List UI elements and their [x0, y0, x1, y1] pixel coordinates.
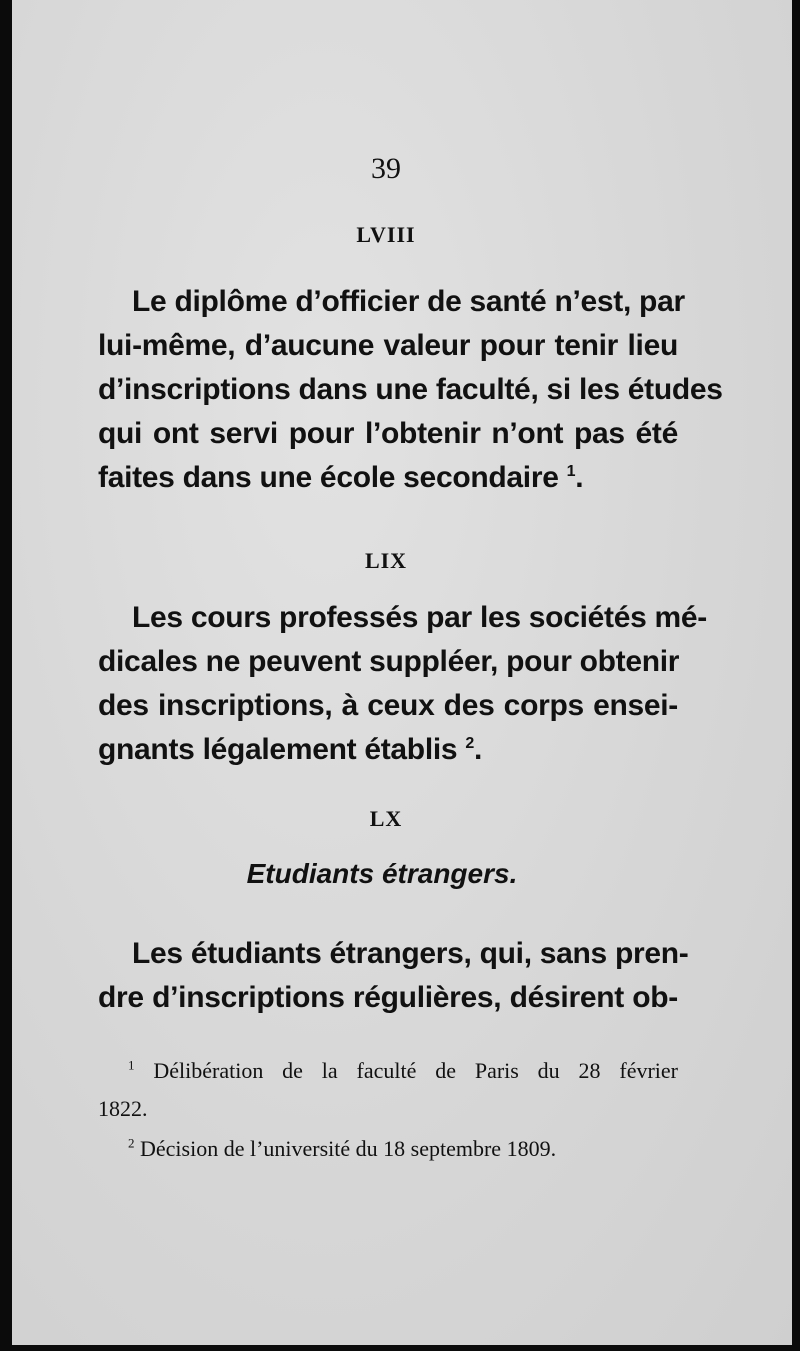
footnote-1 — [98, 1052, 678, 1128]
paragraph-line: des inscriptions, à ceux des corps ensei- — [98, 689, 678, 722]
footnote-line — [128, 1130, 678, 1168]
paragraph-lx — [98, 932, 689, 1020]
footnote-marker: 2 — [128, 1135, 135, 1151]
paragraph-line: lui-même, d’aucune valeur pour tenir lieu — [98, 329, 678, 362]
paragraph-line: Les étudiants étrangers, qui, sans pren- — [132, 937, 689, 970]
section-subtitle: Etudiants étrangers. — [246, 858, 518, 889]
section-heading-lviii: LVIII — [356, 222, 416, 247]
section-heading-lix: LIX — [364, 548, 408, 573]
paragraph-lviii — [98, 280, 723, 500]
paragraph-line: Les cours professés par les sociétés mé- — [132, 601, 707, 634]
book-page — [12, 0, 792, 1345]
footnote-ref: 2 — [465, 735, 474, 752]
footnote-line: 1822. — [98, 1096, 148, 1121]
paragraph-line-last: faites dans une école secondaire $^1$. — [98, 461, 584, 494]
paragraph-line: Le diplôme d’officier de santé n’est, par — [132, 285, 685, 318]
paragraph-line: d’inscriptions dans une faculté, si les études — [98, 373, 723, 406]
footnotes — [98, 1052, 678, 1168]
paragraph-line: dre d’inscriptions régulières, désirent ob- — [98, 981, 678, 1014]
footnote-ref: 1 — [566, 463, 576, 480]
paragraph-line-last: gnants légalement établis $^2$. — [98, 733, 482, 766]
paragraph-line-text: gnants légalement établis — [98, 733, 458, 766]
paragraph-lix — [98, 596, 707, 772]
page-number: 39 — [371, 152, 401, 185]
footnote-text: Délibération de la faculté de Paris du 28 février — [153, 1058, 679, 1083]
footnote-text: Décision de l’université du 18 septembre 1809. — [140, 1136, 557, 1161]
footnote-marker: 1 — [128, 1057, 135, 1073]
paragraph-line-text: faites dans une école secondaire — [98, 461, 559, 494]
footnote-line — [98, 1052, 678, 1090]
footnote-2 — [98, 1130, 678, 1168]
paragraph-line: qui ont servi pour l’obtenir n’ont pas été — [98, 417, 678, 450]
section-heading-lx: LX — [369, 806, 403, 831]
paragraph-line: dicales ne peuvent suppléer, pour obtenir — [98, 645, 680, 678]
